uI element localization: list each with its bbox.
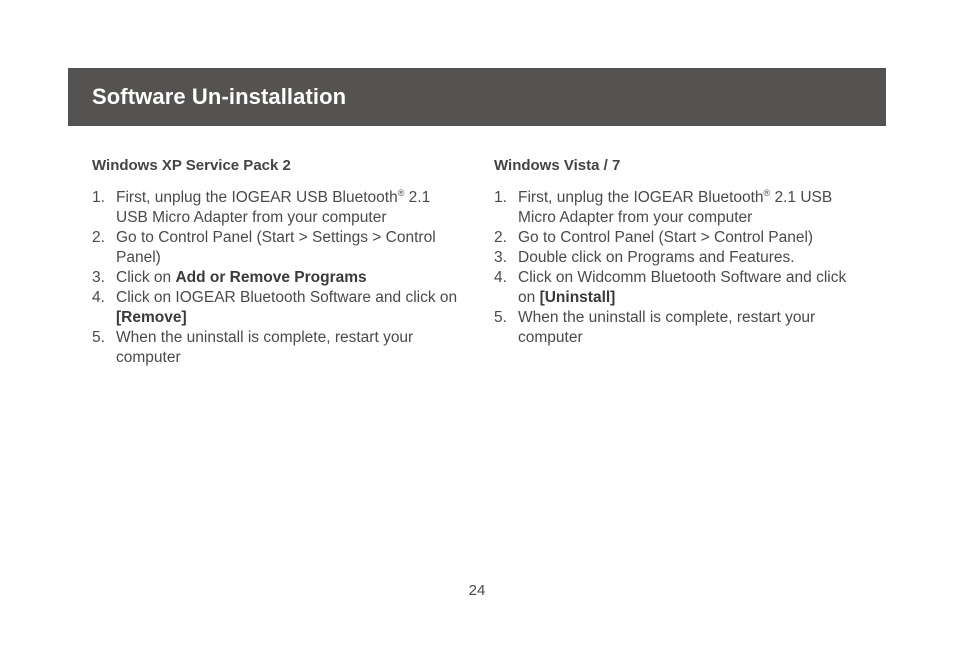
- vista-step-1: [494, 188, 864, 228]
- windows-vista-heading: Windows Vista / 7: [494, 157, 621, 174]
- step-number: 3.: [494, 249, 507, 266]
- step-text-part: First, unplug the IOGEAR USB Bluetooth: [116, 189, 398, 206]
- step-text: [116, 188, 462, 228]
- windows-vista-section: [494, 156, 864, 348]
- step-text-part: First, unplug the IOGEAR Bluetooth: [518, 189, 764, 206]
- step-text: Go to Control Panel (Start > Control Panel): [518, 229, 814, 246]
- windows-vista-steps: [494, 188, 864, 348]
- step-number: 4.: [494, 269, 507, 286]
- page-title: Software Un-installation: [92, 84, 347, 109]
- vista-step-4: [494, 268, 864, 308]
- step-text-part: 2.1 USB Micro Adapter from your computer: [116, 189, 431, 226]
- step-text: Go to Control Panel (Start > Settings > Control Panel): [116, 229, 436, 266]
- step-emphasis: [Remove]: [116, 309, 187, 326]
- xp-step-1: [92, 188, 462, 228]
- step-emphasis: [Uninstall]: [539, 289, 616, 306]
- step-text: [116, 268, 462, 288]
- step-text: When the uninstall is complete, restart your computer: [116, 329, 414, 366]
- registered-mark: ®: [397, 187, 405, 198]
- step-text-part: Click on: [116, 269, 176, 286]
- windows-xp-section: [92, 156, 462, 368]
- step-text: Double click on Programs and Features.: [518, 249, 795, 266]
- page-number: 24: [468, 582, 486, 599]
- step-number: 5.: [92, 329, 105, 346]
- step-number: 3.: [92, 269, 105, 286]
- step-text-part: 2.1 USB Micro Adapter from your computer: [518, 189, 833, 226]
- xp-step-3: [92, 268, 462, 288]
- vista-step-3: [494, 248, 864, 268]
- vista-step-5: [494, 308, 864, 348]
- step-text-part: Click on Widcomm Bluetooth Software and click on: [518, 269, 847, 306]
- windows-xp-heading: Windows XP Service Pack 2: [92, 157, 291, 174]
- vista-step-2: [494, 228, 864, 248]
- step-text: [116, 288, 462, 328]
- step-number: 4.: [92, 289, 105, 306]
- step-text: [518, 188, 864, 228]
- step-text: When the uninstall is complete, restart your computer: [518, 309, 816, 346]
- step-emphasis: Add or Remove Programs: [175, 269, 367, 286]
- step-number: 1.: [494, 189, 507, 206]
- step-number: 2.: [92, 229, 105, 246]
- step-text: [518, 268, 864, 308]
- step-number: 2.: [494, 229, 507, 246]
- section-header-bar: [68, 68, 886, 126]
- step-number: 5.: [494, 309, 507, 326]
- step-text-part: Click on IOGEAR Bluetooth Software and click on: [116, 289, 458, 306]
- xp-step-2: [92, 228, 462, 268]
- windows-xp-steps: [92, 188, 462, 368]
- registered-mark: ®: [763, 187, 771, 198]
- xp-step-4: [92, 288, 462, 328]
- step-number: 1.: [92, 189, 105, 206]
- xp-step-5: [92, 328, 462, 368]
